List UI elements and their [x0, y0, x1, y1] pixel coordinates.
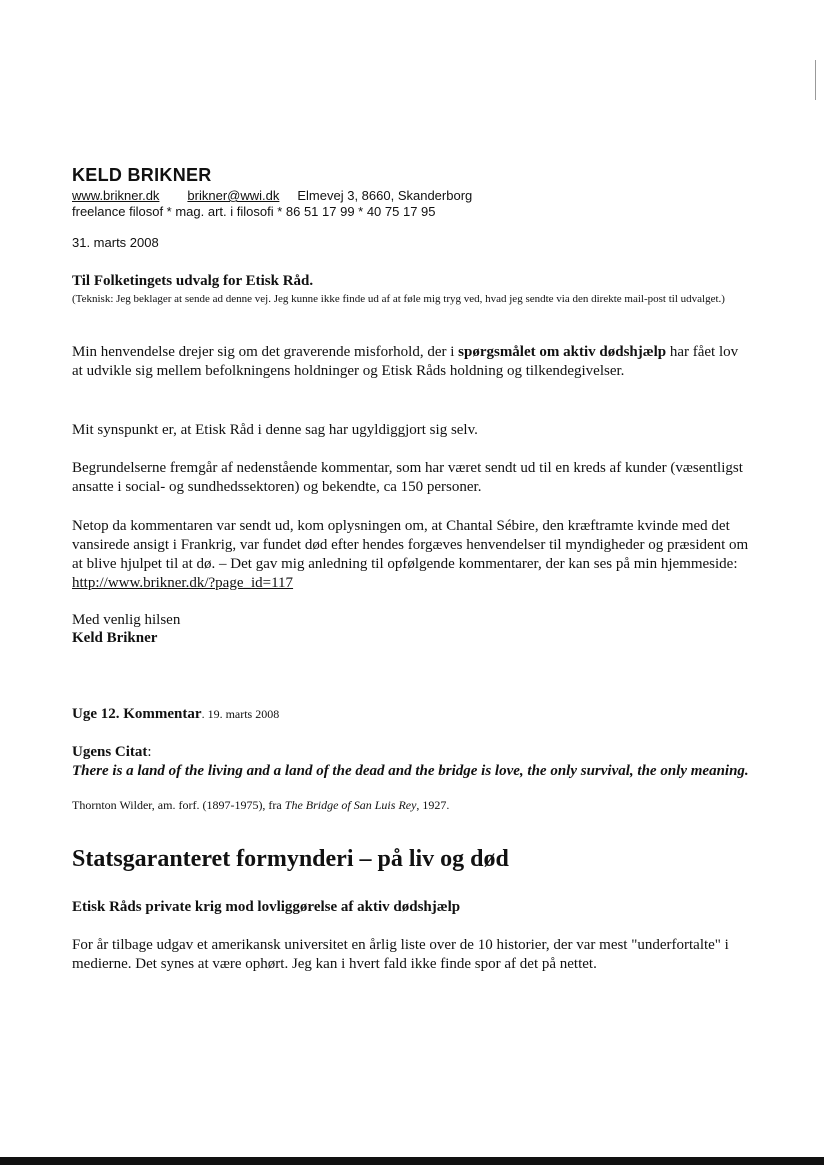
author-name: KELD BRIKNER — [72, 165, 212, 185]
paragraph-1 — [72, 343, 752, 381]
p4-text: Netop da kommentaren var sendt ud, kom oplysningen om, at Chantal Sébire, den kræftramte kvinde med det vansirede ansigt i Frankrig, var fundet død efter hendes forgæves henvendelser til myndigheder og præsident om at blive hjulpet til at dø. – Det gav mig anledning til opfølgende kommentarer, der kan ses på min hjemmeside: — [72, 518, 749, 572]
citat-colon: : — [147, 744, 152, 760]
scan-edge-mark — [815, 60, 816, 100]
week-label: Uge 12. Kommentar — [72, 706, 202, 722]
greeting: Med venlig hilsen — [72, 612, 181, 628]
citat-heading-text: Ugens Citat — [72, 744, 148, 760]
paragraph-2: Mit synspunkt er, at Etisk Råd i denne sag har ugyldiggjort sig selv. — [72, 422, 478, 438]
quote: There is a land of the living and a land of the dead and the bridge is love, the only survival, the only meaning. — [72, 763, 749, 779]
week-date: . 19. marts 2008 — [201, 707, 280, 721]
p1-text-end: har fået lov at udvikle sig mellem befolkningens holdninger og Etisk Råds holdning og tilkendegivelser. — [72, 344, 739, 379]
p1-bold-text: spørgsmålet om aktiv dødshjælp — [458, 344, 667, 360]
signature: Keld Brikner — [72, 630, 158, 646]
article-headline: Statsgaranteret formynderi – på liv og død — [72, 846, 509, 872]
p1-text-start: Min henvendelse drejer sig om det graverende misforhold, der i — [72, 344, 459, 360]
attribution-work: The Bridge of San Luis Rey — [284, 798, 417, 812]
recipient-title: Til Folketingets udvalg for Etisk Råd. — [72, 273, 314, 289]
citat-heading — [72, 744, 152, 761]
letter-date: 31. marts 2008 — [72, 235, 159, 250]
scan-bottom-border — [0, 1157, 824, 1165]
article-subheading: Etisk Råds private krig mod lovliggørelse af aktiv dødshjælp — [72, 899, 461, 915]
attribution-text: Thornton Wilder, am. forf. (1897-1975), fra — [72, 798, 285, 812]
titles-line: freelance filosof * mag. art. i filosofi * 86 51 17 99 * 40 75 17 95 — [72, 204, 436, 219]
homepage-link[interactable]: http://www.brikner.dk/?page_id=117 — [72, 575, 294, 591]
paragraph-4 — [72, 517, 752, 593]
technical-note: (Teknisk: Jeg beklager at sende ad denne vej. Jeg kunne ikke finde ud af at føle mig tryg ved, hvad jeg sendte via den direkte mail-post til udvalget.) — [72, 293, 725, 305]
attribution-year: , 1927. — [416, 798, 450, 812]
week-commentary-label — [72, 706, 279, 723]
website-link[interactable]: www.brikner.dk — [72, 188, 160, 203]
paragraph-5: For år tilbage udgav et amerikansk universitet en årlig liste over de 10 historier, der var mest "underfortalte" i medierne. Det synes at være ophørt. Jeg kan i hvert fald ikke finde spor af det på nettet. — [72, 937, 729, 972]
contact-line — [72, 188, 472, 203]
address: Elmevej 3, 8660, Skanderborg — [297, 188, 473, 203]
quote-attribution — [72, 798, 449, 813]
paragraph-3: Begrundelserne fremgår af nedenstående kommentar, som har været sendt ud til en kreds af kunder (væsentligst ansatte i social- og sundhedssektoren) og bekendte, ca 150 personer. — [72, 460, 743, 495]
email-link[interactable]: brikner@wwi.dk — [187, 188, 280, 203]
